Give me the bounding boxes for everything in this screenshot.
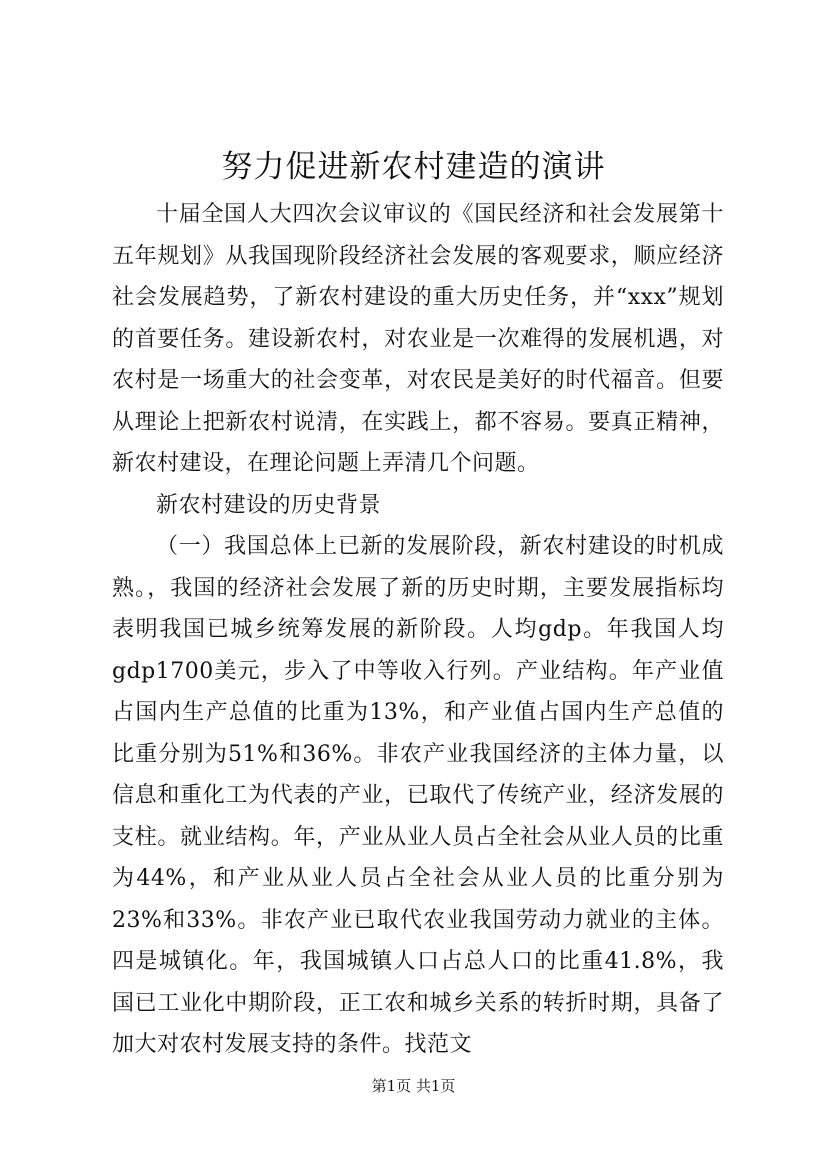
page-number-footer: 第1页 共1页 xyxy=(371,1077,456,1095)
body-paragraph-intro: 十届全国人大四次会议审议的《国民经济和社会发展第十五年规划》从我国现阶段经济社会发展的客观要求，顺应经济社会发展趋势，了新农村建设的重大历史任务，并“xxx”规划的首要任务。建设新农村，对农业是一次难得的发展机遇，对农村是一场重大的社会变革，对农民是美好的时代福音。但要从理论上把新农村说清，在实践上，都不容易。要真正精神，新农村建设，在理论问题上弄清几个问题。 xyxy=(112,202,724,476)
section-heading: 新农村建设的历史背景 xyxy=(156,492,382,518)
document-body xyxy=(112,194,724,1066)
body-paragraph-section-1: （一）我国总体上已新的发展阶段，新农村建设的时机成熟。，我国的经济社会发展了新的历史时期，主要发展指标均表明我国已城乡统筹发展的新阶段。人均gdp。年我国人均gdp1700美元，步入了中等收入行列。产业结构。年产业值占国内生产总值的比重为13%，和产业值占国内生产总值的比重分别为51%和36%。非农产业我国经济的主体力量，以信息和重化工为代表的产业，已取代了传统产业，经济发展的支柱。就业结构。年，产业从业人员占全社会从业人员的比重为44%，和产业从业人员占全社会从业人员的比重分别为23%和33%。非农产业已取代农业我国劳动力就业的主体。四是城镇化。年，我国城镇人口占总人口的比重41.8%，我国已工业化中期阶段，正工农和城乡关系的转折时期，具备了加大对农村发展支持的条件。找范文 xyxy=(112,534,724,1057)
document-title: 努力促进新农村建造的演讲 xyxy=(221,149,606,185)
